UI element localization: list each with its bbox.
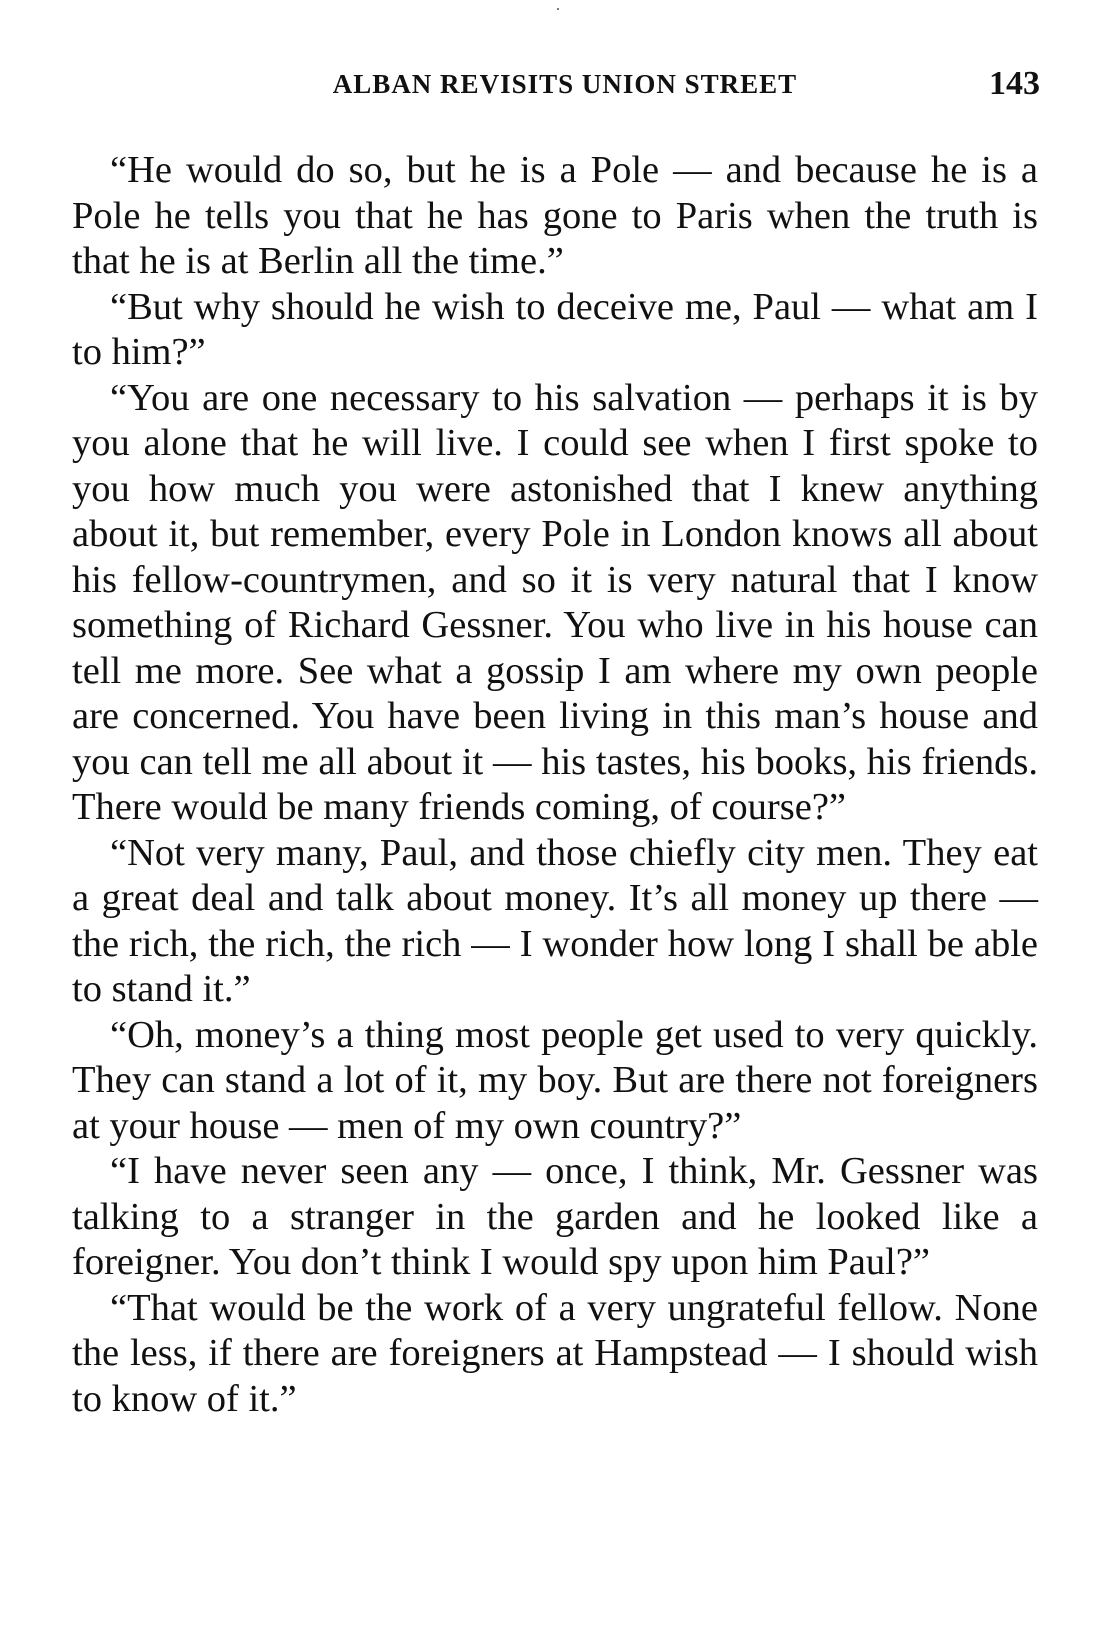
paragraph: “Not very many, Paul, and those chiefly city men. They eat a great deal and talk about money. It’s all money up there — the rich, the rich, the rich — I wonder how long I shall be able to stand it.” bbox=[72, 831, 1038, 1010]
print-speck bbox=[557, 8, 559, 10]
page-header bbox=[80, 62, 1040, 106]
paragraph: “But why should he wish to deceive me, Paul — what am I to him?” bbox=[72, 285, 1038, 373]
paragraph: “That would be the work of a very ungrateful fellow. None the less, if there are foreigners at Hampstead — I should wish to know of it.” bbox=[72, 1286, 1038, 1420]
paragraph: “You are one necessary to his salvation — perhaps it is by you alone that he will live. I could see when I first spoke to you how much you were astonished that I knew anything about it, but remember, every Pole in London knows all about his fellow-countrymen, and so it is very natural that I know something of Richard Gessner. You who live in his house can tell me more. See what a gossip I am where my own people are concerned. You have been living in this man’s house and you can tell me all about it — his tastes, his books, his friends. There would be many friends coming, of course?” bbox=[72, 376, 1038, 828]
paragraph: “He would do so, but he is a Pole — and because he is a Pole he tells you that he has gone to Paris when the truth is that he is at Berlin all the time.” bbox=[72, 149, 1038, 282]
page-number: 143 bbox=[989, 65, 1040, 102]
body-text bbox=[72, 148, 1038, 1422]
paragraph: “Oh, money’s a thing most people get used to very quickly. They can stand a lot of it, my boy. But are there not foreigners at your house — men of my own country?” bbox=[72, 1013, 1038, 1147]
running-head: ALBAN REVISITS UNION STREET bbox=[332, 69, 798, 99]
paragraph: “I have never seen any — once, I think, Mr. Gessner was talking to a stranger in the garden and he looked like a foreigner. You don’t think I would spy upon him Paul?” bbox=[72, 1150, 1038, 1283]
